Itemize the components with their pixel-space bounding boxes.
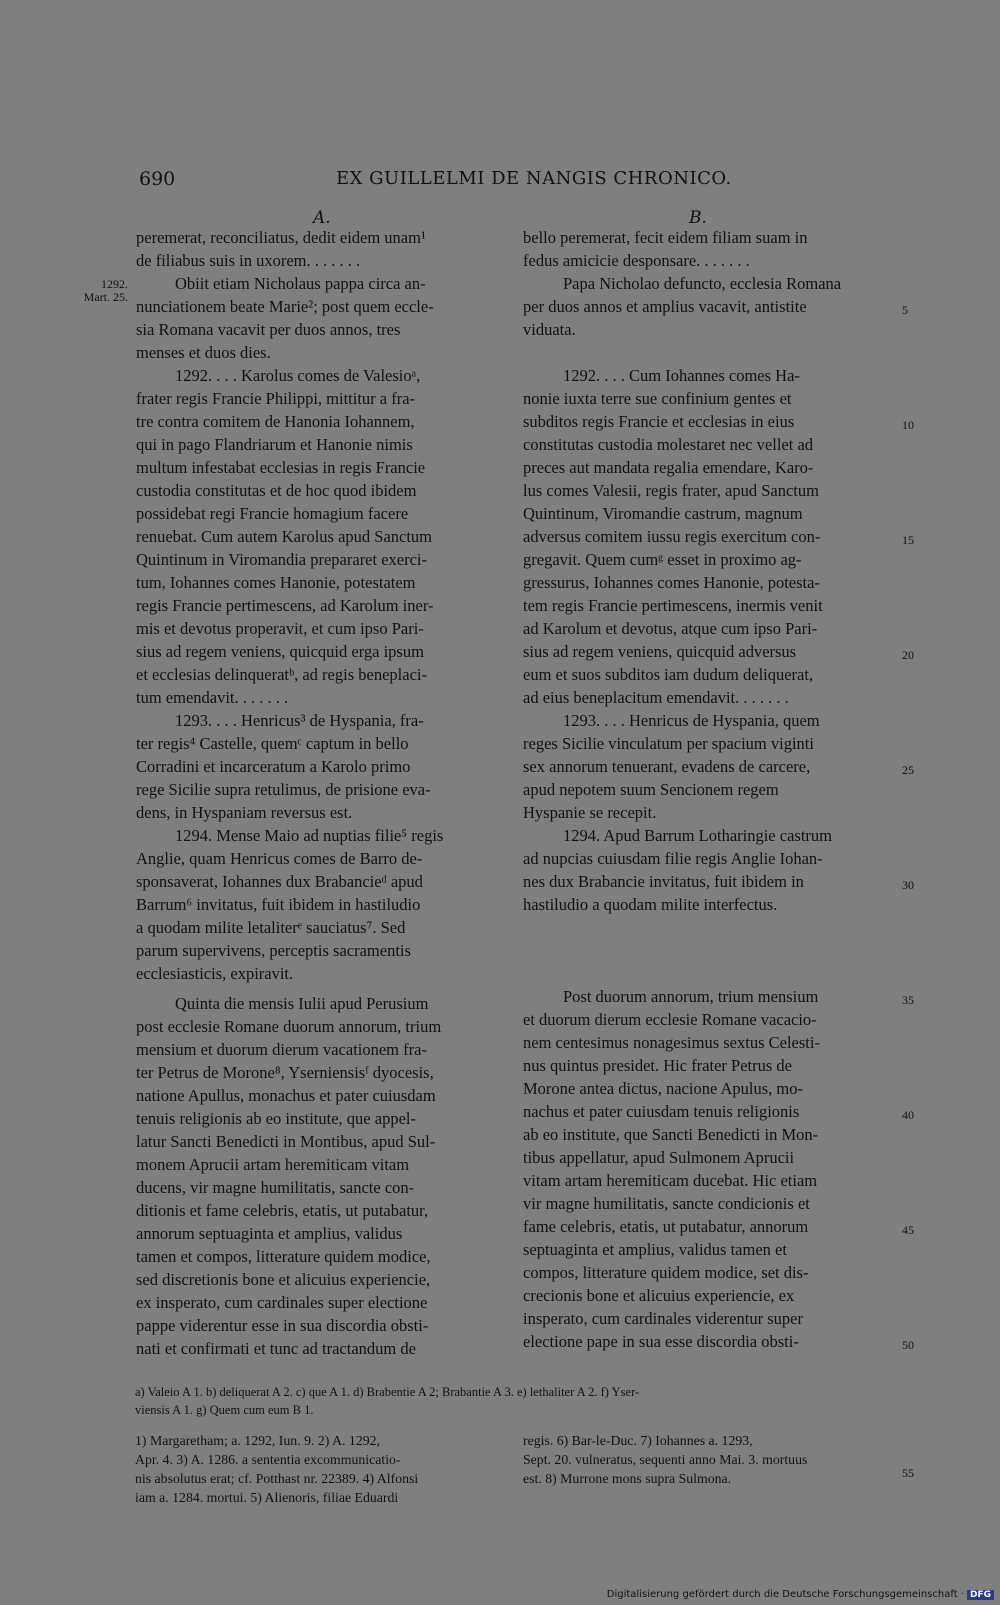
text-line: ad nupcias cuiusdam filie regis Anglie Iohan- bbox=[523, 849, 823, 868]
text-line: multum infestabat ecclesias in regis Francie bbox=[136, 458, 426, 477]
text-line: parum supervivens, perceptis sacramentis bbox=[136, 941, 411, 960]
margin-date-day: Mart. 25. bbox=[83, 290, 128, 304]
text-line: sponsaverat, Iohannes dux Brabancieᵈ apud bbox=[136, 872, 423, 891]
text-line: tenuis religionis ab eo institute, que appel- bbox=[136, 1109, 416, 1128]
text-line: mis et devotus properavit, et cum ipso Pari- bbox=[136, 619, 424, 638]
note-line: iam a. 1284. mortui. 5) Alienoris, filiae Eduardi bbox=[135, 1490, 399, 1505]
text-line: 1292. . . . Karolus comes de Valesioᵃ, bbox=[175, 366, 421, 385]
text-line: 1292. . . . Cum Iohannes comes Ha- bbox=[563, 366, 800, 385]
text-line: ex insperato, cum cardinales super electione bbox=[136, 1293, 428, 1312]
text-line: ter Petrus de Morone⁸, Yserniensisᶠ dyocesis, bbox=[136, 1063, 434, 1082]
text-line: 1293. . . . Henricus de Hyspania, quem bbox=[563, 711, 820, 730]
text-line: gregavit. Quem cumᵍ esset in proximo ag- bbox=[523, 550, 802, 569]
text-line: adversus comitem iussu regis exercitum con- bbox=[523, 527, 821, 546]
text-line: ad eius beneplacitum emendavit. . . . . . . bbox=[523, 688, 789, 707]
text-line: vir magne humilitatis, sancte condicionis et bbox=[523, 1194, 810, 1213]
text-line: ducens, vir magne humilitatis, sancte con- bbox=[136, 1178, 415, 1197]
note-line: 1) Margaretham; a. 1292, Iun. 9. 2) A. 1292, bbox=[135, 1433, 380, 1448]
text-line: Corradini et incarceratum a Karolo primo bbox=[136, 757, 411, 776]
text-line: tamen et compos, litterature quidem modice, bbox=[136, 1247, 431, 1266]
line-number: 45 bbox=[902, 1223, 914, 1237]
line-number: 25 bbox=[902, 763, 914, 777]
text-line: tum emendavit. . . . . . . bbox=[136, 688, 289, 707]
text-line: peremerat, reconciliatus, dedit eidem unam¹ bbox=[136, 228, 426, 247]
text-line: insperato, cum cardinales viderentur super bbox=[523, 1309, 803, 1328]
text-line: sed discretionis bone et alicuius experiencie, bbox=[136, 1270, 431, 1289]
dfg-logo: DFG bbox=[967, 1590, 994, 1600]
running-title: EX GUILLELMI DE NANGIS CHRONICO. bbox=[336, 168, 732, 189]
text-line: nunciationem beate Marie²; post quem eccle- bbox=[136, 297, 434, 316]
text-line: apud nepotem suum Sencionem regem bbox=[523, 780, 779, 799]
text-line: custodia constitutas et de hoc quod ibidem bbox=[136, 481, 417, 500]
note-line: viensis A 1. g) Quem cum eum B 1. bbox=[135, 1403, 314, 1417]
line-number: 20 bbox=[902, 648, 914, 662]
text-line: Papa Nicholao defuncto, ecclesia Romana bbox=[563, 274, 842, 293]
text-line: vitam artam heremiticam ducebat. Hic etiam bbox=[523, 1171, 818, 1190]
text-line: de filiabus suis in uxorem. . . . . . . bbox=[136, 251, 361, 270]
line-number: 50 bbox=[902, 1338, 914, 1352]
text-line: ter regis⁴ Castelle, quemᶜ captum in bello bbox=[136, 734, 409, 753]
text-line: gressurus, Iohannes comes Hanonie, potesta- bbox=[523, 573, 820, 592]
page-header bbox=[0, 168, 1000, 194]
text-line: fame celebris, etatis, ut putabatur, annorum bbox=[523, 1217, 809, 1236]
text-line: 1294. Mense Maio ad nuptias filie⁵ regis bbox=[175, 826, 444, 845]
margin-date bbox=[72, 278, 128, 304]
text-line: a quodam milite letaliterᵉ sauciatus⁷. Sed bbox=[136, 918, 406, 937]
text-line: ecclesiasticis, expiravit. bbox=[136, 964, 294, 983]
text-line: Anglie, quam Henricus comes de Barro de- bbox=[136, 849, 423, 868]
line-number: 10 bbox=[902, 418, 914, 432]
text-line: sius ad regem veniens, quicquid erga ipsum bbox=[136, 642, 424, 661]
text-line: crecionis bone et alicuius experiencie, ex bbox=[523, 1286, 795, 1305]
line-number: 55 bbox=[902, 1466, 914, 1480]
margin-date-year: 1292. bbox=[101, 277, 128, 291]
text-line: tre contra comitem de Hanonia Iohannem, bbox=[136, 412, 415, 431]
text-line: preces aut mandata regalia emendare, Karo- bbox=[523, 458, 814, 477]
text-line: per duos annos et amplius vacavit, antistite bbox=[523, 297, 807, 316]
line-number: 40 bbox=[902, 1108, 914, 1122]
text-line: nachus et pater cuiusdam tenuis religionis bbox=[523, 1102, 800, 1121]
text-line: ad Karolum et devotus, atque cum ipso Pari- bbox=[523, 619, 818, 638]
text-line: ditionis et fame celebris, etatis, ut putabatur, bbox=[136, 1201, 429, 1220]
column-b-heading: B. bbox=[689, 208, 707, 228]
line-number: 35 bbox=[902, 993, 914, 1007]
text-line: 1293. . . . Henricus³ de Hyspania, fra- bbox=[175, 711, 424, 730]
text-line: Quinta die mensis Iulii apud Perusium bbox=[175, 994, 429, 1013]
column-a-heading: A. bbox=[313, 208, 331, 228]
text-line: renuebat. Cum autem Karolus apud Sanctum bbox=[136, 527, 433, 546]
text-line: electione pape in sua esse discordia obsti- bbox=[523, 1332, 799, 1351]
text-line: qui in pago Flandriarum et Hanonie nimis bbox=[136, 435, 413, 454]
note-line: Sept. 20. vulneratus, sequenti anno Mai. 3. mortuus bbox=[523, 1452, 808, 1467]
text-line: regis Francie pertimescens, ad Karolum iner- bbox=[136, 596, 434, 615]
text-line: frater regis Francie Philippi, mittitur a fra- bbox=[136, 389, 416, 408]
text-line: Barrum⁶ invitatus, fuit ibidem in hastiludio bbox=[136, 895, 421, 914]
text-line: lus comes Valesii, regis frater, apud Sanctum bbox=[523, 481, 819, 500]
text-line: menses et duos dies. bbox=[136, 343, 271, 362]
text-line: nem centesimus nonagesimus sextus Celesti- bbox=[523, 1033, 820, 1052]
line-number: 15 bbox=[902, 533, 914, 547]
text-line: bello peremerat, fecit eidem filiam suam in bbox=[523, 228, 808, 247]
text-line: dens, in Hyspaniam reversus est. bbox=[136, 803, 353, 822]
text-line: annorum septuaginta et amplius, validus bbox=[136, 1224, 403, 1243]
text-line: Morone antea dictus, nacione Apulus, mo- bbox=[523, 1079, 803, 1098]
text-line: sius ad regem veniens, quicquid adversus bbox=[523, 642, 797, 661]
text-line: nes dux Brabancie invitatus, fuit ibidem in bbox=[523, 872, 804, 891]
line-number: 30 bbox=[902, 878, 914, 892]
text-line: tem regis Francie pertimescens, inermis venit bbox=[523, 596, 823, 615]
text-line: pappe viderentur esse in sua discordia obsti- bbox=[136, 1316, 429, 1335]
note-line: nis absolutus erat; cf. Potthast nr. 22389. 4) Alfonsi bbox=[135, 1471, 419, 1486]
text-line: constitutas custodia molestaret nec vellet ad bbox=[523, 435, 814, 454]
text-line: tum, Iohannes comes Hanonie, potestatem bbox=[136, 573, 416, 592]
text-line: hastiludio a quodam milite interfectus. bbox=[523, 895, 778, 914]
text-line: nus quintus presidet. Hic frater Petrus de bbox=[523, 1056, 792, 1075]
note-line: est. 8) Murrone mons supra Sulmona. bbox=[523, 1471, 732, 1486]
note-line: Apr. 4. 3) A. 1286. a sententia excommunicatio- bbox=[135, 1452, 401, 1467]
text-line: possidebat regi Francie homagium facere bbox=[136, 504, 409, 523]
text-line: fedus amicicie desponsare. . . . . . . bbox=[523, 251, 750, 270]
text-line: ab eo institute, que Sancti Benedicti in Mon- bbox=[523, 1125, 819, 1144]
text-line: natione Apullus, monachus et pater cuiusdam bbox=[136, 1086, 436, 1105]
text-line: mensium et duorum dierum vacationem fra- bbox=[136, 1040, 427, 1059]
text-line: septuaginta et amplius, validus tamen et bbox=[523, 1240, 787, 1259]
credit-text: Digitalisierung gefördert durch die Deutsche Forschungsgemeinschaft · bbox=[606, 1589, 964, 1600]
text-line: reges Sicilie vinculatum per spacium viginti bbox=[523, 734, 814, 753]
text-line: 1294. Apud Barrum Lotharingie castrum bbox=[563, 826, 832, 845]
line-number: 5 bbox=[902, 303, 908, 317]
text-line: Quintinum, Viromandie castrum, magnum bbox=[523, 504, 803, 523]
text-line: et duorum dierum ecclesie Romane vacacio- bbox=[523, 1010, 817, 1029]
note-line: a) Valeio A 1. b) deliquerat A 2. c) que A 1. d) Brabentie A 2; Brabantie A 3. e) lethaliter A 2. f) Yser- bbox=[135, 1385, 640, 1399]
text-line: sia Romana vacavit per duos annos, tres bbox=[136, 320, 401, 339]
text-line: nati et confirmati et tunc ad tractandum de bbox=[136, 1339, 416, 1358]
text-line: subditos regis Francie et ecclesias in eius bbox=[523, 412, 795, 431]
text-line: sex annorum tenuerant, evadens de carcere, bbox=[523, 757, 811, 776]
text-line: Hyspanie se recepit. bbox=[523, 803, 657, 822]
digitization-credit bbox=[607, 1589, 994, 1600]
text-line: latur Sancti Benedicti in Montibus, apud Sul- bbox=[136, 1132, 436, 1151]
text-line: compos, litterature quidem modice, set dis- bbox=[523, 1263, 809, 1282]
text-line: tibus appellatur, apud Sulmonem Aprucii bbox=[523, 1148, 795, 1167]
text-line: Post duorum annorum, trium mensium bbox=[563, 987, 819, 1006]
page-number: 690 bbox=[139, 168, 176, 190]
text-line: post ecclesie Romane duorum annorum, trium bbox=[136, 1017, 442, 1036]
text-line: rege Sicilie supra retulimus, de prisione eva- bbox=[136, 780, 431, 799]
text-line: et ecclesias delinqueratᵇ, ad regis beneplaci- bbox=[136, 665, 427, 684]
text-line: Quintinum in Viromandia prepararet exerci- bbox=[136, 550, 428, 569]
note-line: regis. 6) Bar-le-Duc. 7) Iohannes a. 1293, bbox=[523, 1433, 753, 1448]
text-line: eum et suos subditos iam dudum deliquerat, bbox=[523, 665, 814, 684]
text-line: Obiit etiam Nicholaus pappa circa an- bbox=[175, 274, 426, 293]
text-line: monem Aprucii artam heremiticam vitam bbox=[136, 1155, 410, 1174]
text-line: nonie iuxta terre sue confinium gentes et bbox=[523, 389, 792, 408]
text-line: viduata. bbox=[523, 320, 576, 339]
